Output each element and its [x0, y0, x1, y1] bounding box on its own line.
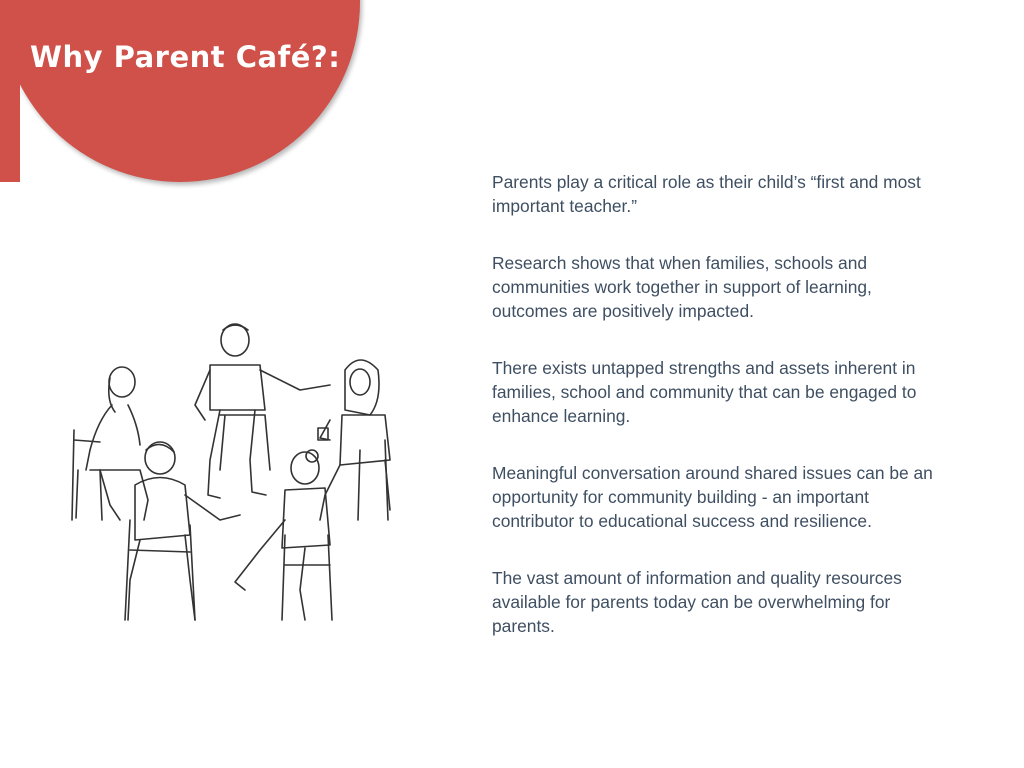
title-circle	[0, 0, 360, 182]
woman-right-figure	[318, 360, 390, 520]
point-meaningful-conversation: Meaningful conversation around shared issues can be an opportunity for community building - an important contributor to educational success and resilience.	[492, 463, 933, 531]
slide-title: Why Parent Café?:	[30, 40, 341, 74]
point-vast-information: The vast amount of information and quality resources available for parents today can be overwhelming for parents.	[492, 568, 902, 636]
man-center-figure	[195, 324, 330, 498]
points-list	[492, 170, 942, 671]
woman-left-figure	[72, 367, 148, 520]
point-first-teacher: Parents play a critical role as their child’s “first and most important teacher.”	[492, 172, 921, 216]
woman-front-left-figure	[125, 442, 240, 620]
point-research: Research shows that when families, schools and communities work together in support of learning, outcomes are positively impacted.	[492, 253, 872, 321]
woman-front-right-figure	[235, 450, 332, 620]
parents-circle-illustration	[60, 320, 440, 640]
point-untapped-strengths: There exists untapped strengths and assets inherent in families, school and community that can be engaged to enhance learning.	[492, 358, 917, 426]
